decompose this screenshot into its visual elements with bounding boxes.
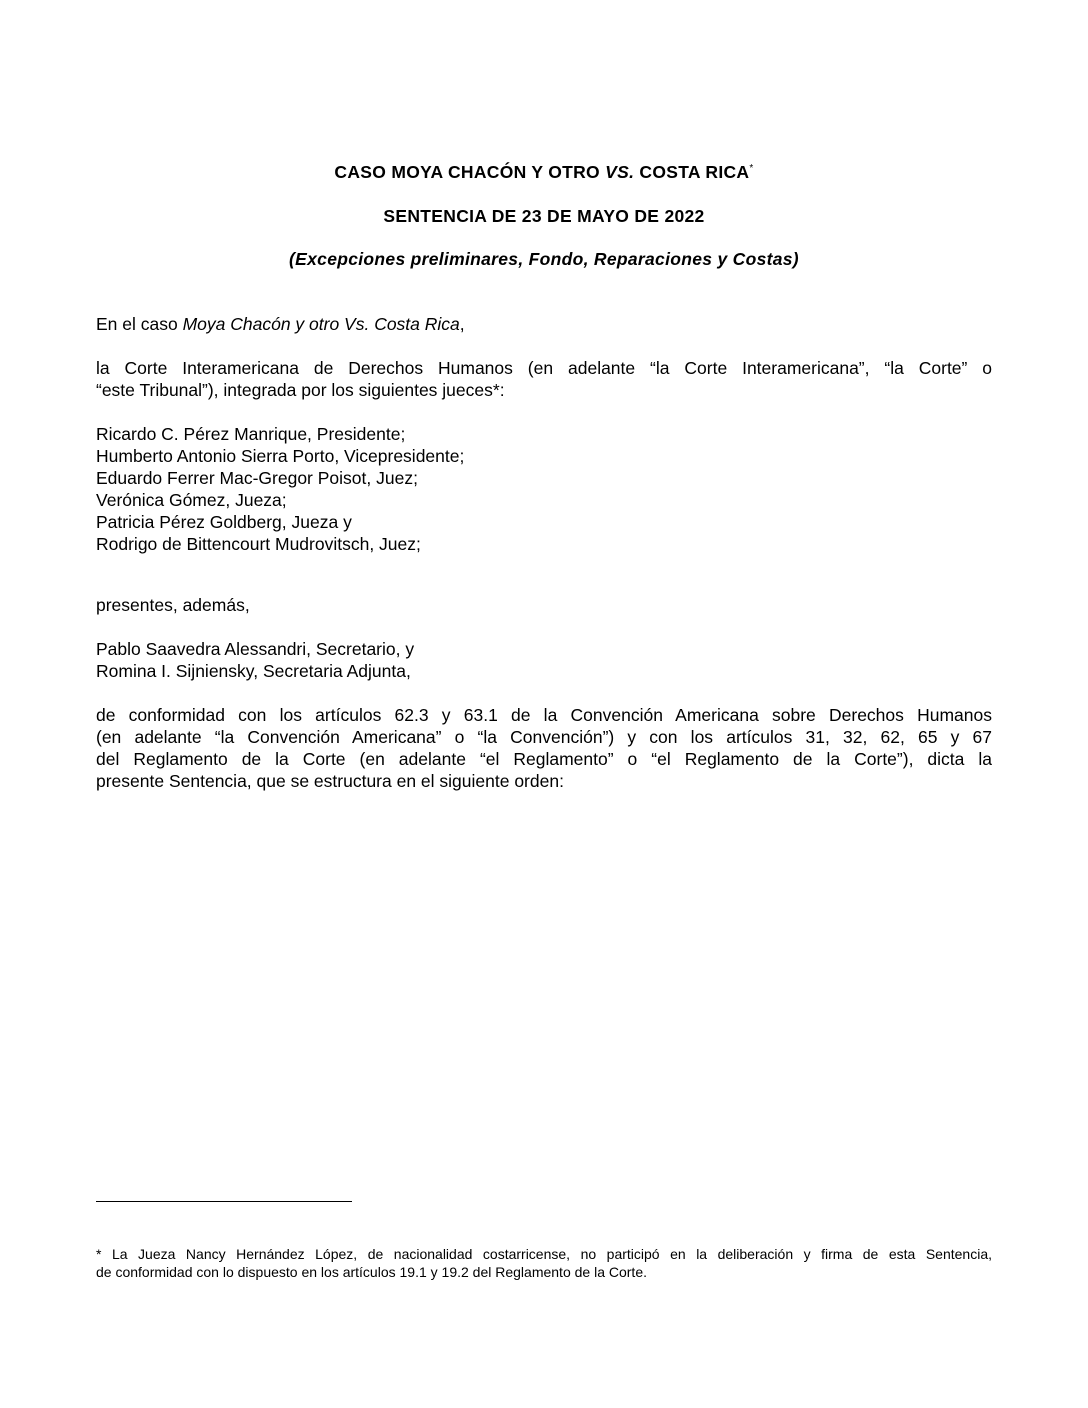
footnote-line: de conformidad con lo dispuesto en los artículos 19.1 y 19.2 del Reglamento de la Corte. <box>96 1264 647 1280</box>
case-title-vs: VS. <box>605 162 635 182</box>
judge-item: Verónica Gómez, Jueza; <box>96 490 287 510</box>
court-line: “este Tribunal”), integrada por los siguientes jueces*: <box>96 380 505 400</box>
intro-prefix: En el caso <box>96 314 183 334</box>
intro-case-name: Moya Chacón y otro Vs. Costa Rica <box>182 314 460 334</box>
present-label: presentes, además, <box>96 595 250 615</box>
case-title-part: COSTA RICA <box>634 162 750 182</box>
court-line: la Corte Interamericana de Derechos Humanos (en adelante “la Corte Interamericana”, “la Corte” o <box>96 358 992 378</box>
judge-item: Ricardo C. Pérez Manrique, Presidente; <box>96 424 406 444</box>
footnote <box>96 1245 992 1281</box>
intro-paragraph <box>96 313 992 335</box>
court-paragraph <box>96 357 992 401</box>
secretary-item: Pablo Saavedra Alessandri, Secretario, y <box>96 639 415 659</box>
footnote-separator <box>96 1201 352 1202</box>
conformity-line: presente Sentencia, que se estructura en el siguiente orden: <box>96 771 564 791</box>
judge-item: Patricia Pérez Goldberg, Jueza y <box>96 512 352 532</box>
judge-item: Humberto Antonio Sierra Porto, Vicepresidente; <box>96 446 465 466</box>
case-title <box>96 162 992 183</box>
conformity-paragraph <box>96 704 992 792</box>
subtitle: (Excepciones preliminares, Fondo, Reparaciones y Costas) <box>289 249 799 269</box>
secretary-item: Romina I. Sijniensky, Secretaria Adjunta, <box>96 661 411 681</box>
sentence-date: SENTENCIA DE 23 DE MAYO DE 2022 <box>383 206 705 226</box>
judge-item: Rodrigo de Bittencourt Mudrovitsch, Juez; <box>96 534 421 554</box>
secretaries-list <box>96 638 992 682</box>
case-title-part: CASO MOYA CHACÓN Y OTRO <box>334 162 606 182</box>
conformity-line: del Reglamento de la Corte (en adelante “el Reglamento” o “el Reglamento de la Corte”), dicta la <box>96 749 992 769</box>
footnote-marker: * <box>749 163 754 175</box>
judges-list <box>96 423 992 555</box>
intro-suffix: , <box>459 314 465 334</box>
judge-item: Eduardo Ferrer Mac-Gregor Poisot, Juez; <box>96 468 418 488</box>
footnote-line: * La Jueza Nancy Hernández López, de nacionalidad costarricense, no participó en la deliberación y firma de esta Sentencia, <box>96 1246 992 1262</box>
conformity-line: (en adelante “la Convención Americana” o “la Convención”) y con los artículos 31, 32, 62, 65 y 67 <box>96 727 992 747</box>
conformity-line: de conformidad con los artículos 62.3 y 63.1 de la Convención Americana sobre Derechos Humanos <box>96 705 992 725</box>
